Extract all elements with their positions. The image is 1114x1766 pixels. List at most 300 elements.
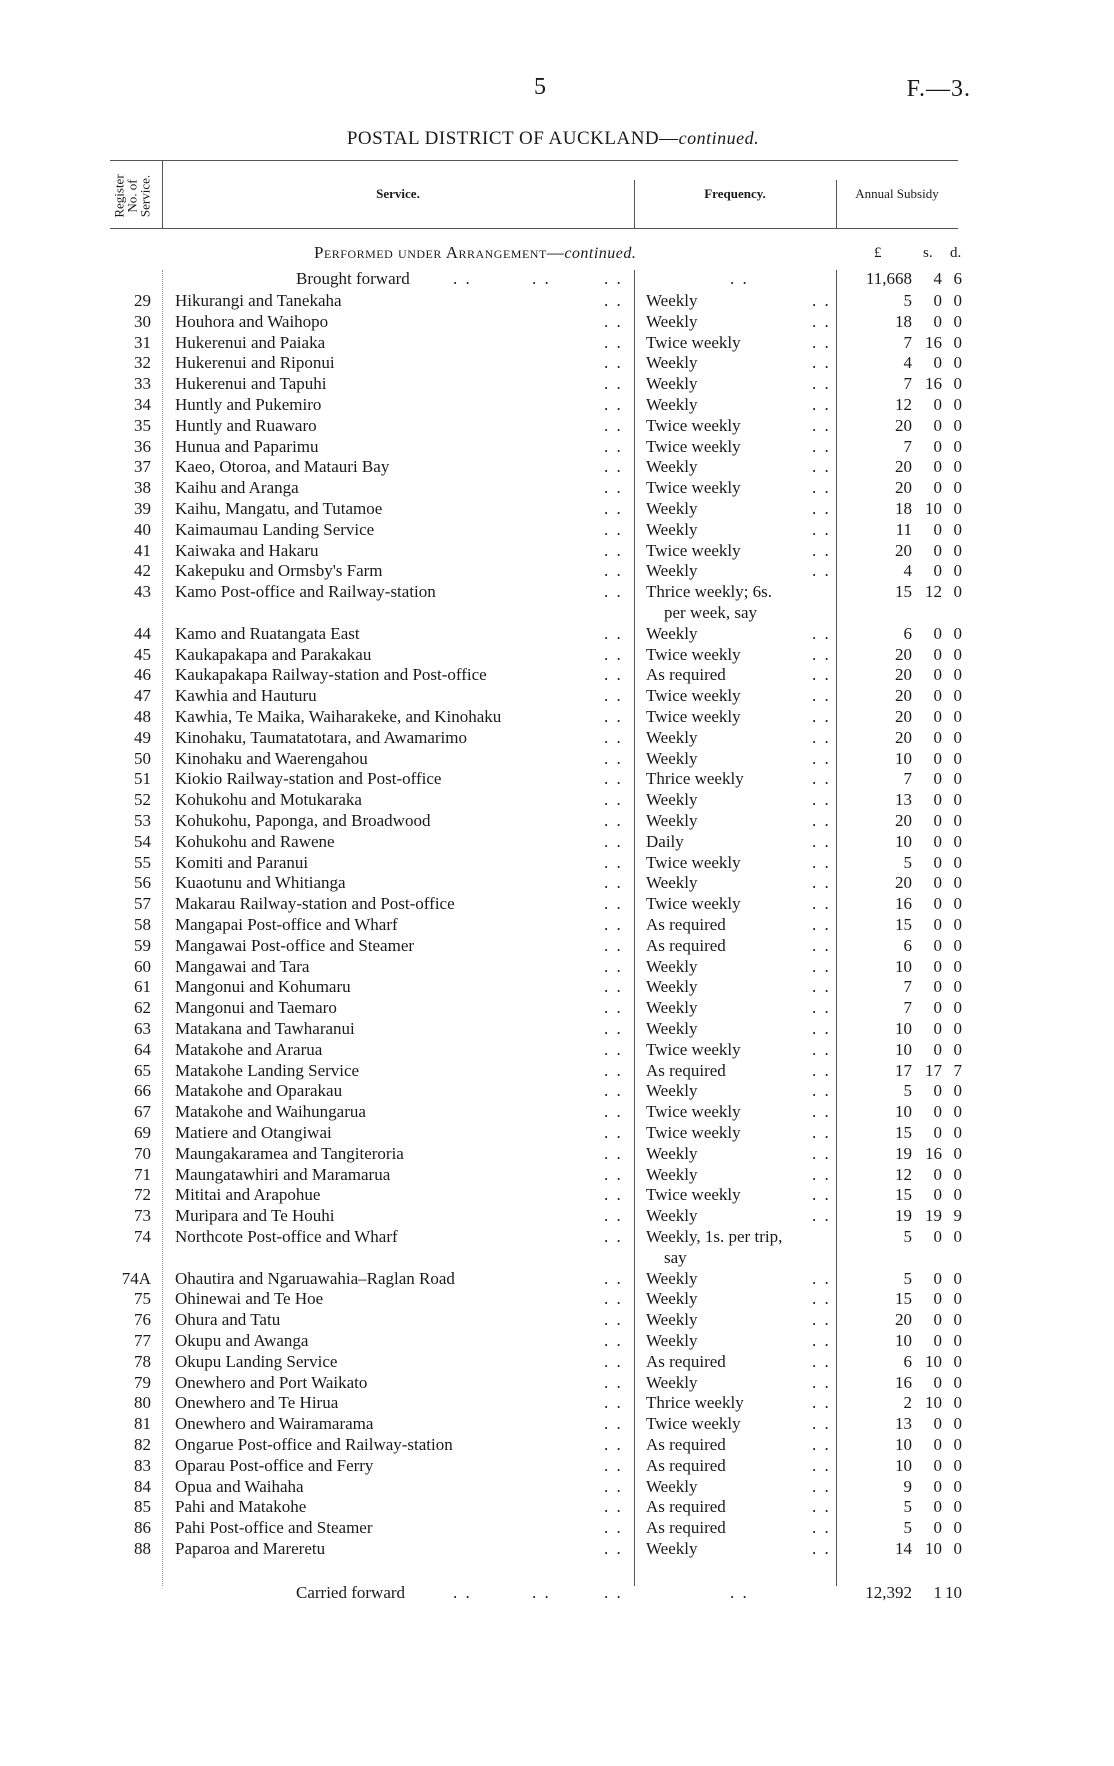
leader-dots: . . [812, 541, 831, 560]
row-frequency: Weekly [646, 1289, 698, 1308]
leader-dots: . . [812, 374, 831, 393]
leader-dots: . . [604, 624, 623, 643]
row-service: Kaihu, Mangatu, and Tutamoe [175, 499, 383, 518]
row-frequency: Weekly [646, 374, 698, 393]
row-pence: 0 [953, 499, 962, 518]
row-number: 83 [134, 1456, 151, 1475]
row-frequency: Weekly [646, 728, 698, 747]
row-service: Hukerenui and Riponui [175, 353, 335, 372]
row-shillings: 19 [925, 1206, 942, 1225]
row-pence: 0 [953, 457, 962, 476]
leader-dots: . . [604, 977, 623, 996]
table-row [0, 1143, 1114, 1164]
row-shillings: 0 [933, 1019, 942, 1038]
leader-dots: . . [812, 1310, 831, 1329]
row-service: Pahi and Matakohe [175, 1497, 307, 1516]
leader-dots: . . [604, 790, 623, 809]
row-service: Mangawai and Tara [175, 957, 310, 976]
row-number: 74A [121, 1269, 151, 1288]
row-service: Mangonui and Taemaro [175, 998, 337, 1017]
row-frequency: Thrice weekly [646, 769, 744, 788]
row-pounds: 20 [895, 1310, 912, 1329]
leader-dots: . . [812, 1393, 831, 1412]
row-pence: 0 [953, 1269, 962, 1288]
row-shillings: 10 [925, 499, 942, 518]
row-pounds: 20 [895, 416, 912, 435]
leader-dots: . . [812, 645, 831, 664]
row-shillings: 0 [933, 645, 942, 664]
row-pounds: 9 [903, 1477, 912, 1496]
row-pence: 0 [953, 1352, 962, 1371]
row-pence: 0 [953, 707, 962, 726]
row-shillings: 10 [925, 1539, 942, 1558]
row-service: Okupu and Awanga [175, 1331, 309, 1350]
row-pounds: 10 [895, 749, 912, 768]
table-row [0, 664, 1114, 685]
row-pence: 0 [953, 1435, 962, 1454]
row-frequency: Twice weekly [646, 437, 741, 456]
row-number: 29 [134, 291, 151, 310]
table-row [0, 498, 1114, 519]
carried-forward-shillings: 1 [933, 1583, 942, 1602]
table-row [0, 789, 1114, 810]
table-row [0, 623, 1114, 644]
table-row [0, 727, 1114, 748]
row-frequency: Weekly [646, 1165, 698, 1184]
leader-dots: . . [812, 1123, 831, 1142]
row-pence: 0 [953, 1310, 962, 1329]
row-pence: 0 [953, 541, 962, 560]
row-service: Houhora and Waihopo [175, 312, 329, 331]
row-shillings: 0 [933, 936, 942, 955]
leader-dots: . . [604, 1456, 623, 1475]
row-number: 37 [134, 457, 151, 476]
row-service: Makarau Railway-station and Post-office [175, 894, 455, 913]
row-service: Hunua and Paparimu [175, 437, 319, 456]
row-service: Onewhero and Te Hirua [175, 1393, 339, 1412]
row-service: Ohinewai and Te Hoe [175, 1289, 324, 1308]
row-service: Opua and Waihaha [175, 1477, 304, 1496]
row-number: 77 [134, 1331, 151, 1350]
row-frequency: As required [646, 1352, 726, 1371]
row-frequency: As required [646, 1497, 726, 1516]
table-row [0, 1101, 1114, 1122]
leader-dots: . . [604, 478, 623, 497]
row-pounds: 20 [895, 665, 912, 684]
row-pounds: 15 [895, 915, 912, 934]
row-pence: 0 [953, 936, 962, 955]
row-number: 60 [134, 957, 151, 976]
leader-dots: . . [604, 1477, 623, 1496]
row-pounds: 17 [895, 1061, 912, 1080]
row-pence: 0 [953, 1289, 962, 1308]
row-pence: 0 [953, 1040, 962, 1059]
table-row [0, 1538, 1114, 1559]
leader-dots: . . [604, 894, 623, 913]
row-service: Kiokio Railway-station and Post-office [175, 769, 442, 788]
page-title [0, 128, 1106, 150]
leader-dots: . . [812, 1144, 831, 1163]
row-pence: 0 [953, 416, 962, 435]
row-shillings: 16 [925, 374, 942, 393]
leader-dots: . . [604, 645, 623, 664]
row-shillings: 17 [925, 1061, 942, 1080]
row-frequency: Weekly [646, 1310, 698, 1329]
row-pounds: 6 [903, 1352, 912, 1371]
row-pence: 0 [953, 769, 962, 788]
row-service: Matakohe Landing Service [175, 1061, 360, 1080]
row-service: Kamo Post-office and Railway-station [175, 582, 436, 601]
table-row [0, 332, 1114, 353]
row-pounds: 18 [895, 312, 912, 331]
leader-dots: . . [812, 853, 831, 872]
table-row [0, 768, 1114, 789]
row-service: Kuaotunu and Whitianga [175, 873, 346, 892]
row-pounds: 5 [903, 1227, 912, 1246]
row-pounds: 5 [903, 1081, 912, 1100]
table-row [0, 706, 1114, 727]
row-frequency: Weekly [646, 624, 698, 643]
row-frequency: Weekly [646, 790, 698, 809]
table-row [0, 685, 1114, 706]
leader-dots: . . [604, 1414, 623, 1433]
leader-dots: . . [812, 395, 831, 414]
row-shillings: 0 [933, 457, 942, 476]
row-frequency: Weekly [646, 977, 698, 996]
leader-dots: . . [812, 915, 831, 934]
row-number: 72 [134, 1185, 151, 1204]
column-header-service: Service. [376, 186, 420, 201]
row-pence: 0 [953, 894, 962, 913]
row-number: 80 [134, 1393, 151, 1412]
table-row [0, 976, 1114, 997]
row-shillings: 0 [933, 478, 942, 497]
row-service: Mangapai Post-office and Wharf [175, 915, 398, 934]
row-number: 49 [134, 728, 151, 747]
leader-dots: . . [812, 686, 831, 705]
leader-dots: . . [812, 1040, 831, 1059]
row-service: Okupu Landing Service [175, 1352, 338, 1371]
row-shillings: 0 [933, 707, 942, 726]
row-pounds: 7 [903, 437, 912, 456]
row-frequency: Weekly [646, 957, 698, 976]
row-number: 42 [134, 561, 151, 580]
row-pence: 0 [953, 915, 962, 934]
row-frequency: Weekly [646, 1144, 698, 1163]
row-pounds: 6 [903, 624, 912, 643]
leader-dots: . . [812, 665, 831, 684]
row-number: 74 [134, 1227, 151, 1246]
table-row [0, 893, 1114, 914]
row-pounds: 12 [895, 1165, 912, 1184]
leader-dots: . . [812, 353, 831, 372]
table-row [0, 1184, 1114, 1205]
column-header-register: Register No. of Service. [111, 174, 153, 218]
row-pence: 0 [953, 333, 962, 352]
row-number: 48 [134, 707, 151, 726]
table-row [0, 810, 1114, 831]
row-number: 81 [134, 1414, 151, 1433]
leader-dots: . . [604, 728, 623, 747]
row-pence: 0 [953, 665, 962, 684]
leader-dots: . . [812, 957, 831, 976]
leader-dots: . . [604, 561, 623, 580]
row-pence: 0 [953, 1165, 962, 1184]
leader-dots: . . [812, 769, 831, 788]
row-number: 38 [134, 478, 151, 497]
row-shillings: 0 [933, 1102, 942, 1121]
leader-dots: . . [812, 561, 831, 580]
leader-dots: . . [604, 1393, 623, 1412]
row-pence: 0 [953, 1144, 962, 1163]
row-shillings: 0 [933, 1497, 942, 1516]
row-service: Komiti and Paranui [175, 853, 309, 872]
row-pounds: 20 [895, 541, 912, 560]
brought-forward-shillings: 4 [933, 269, 942, 288]
row-service: Maungakaramea and Tangiteroria [175, 1144, 404, 1163]
row-pence: 0 [953, 1185, 962, 1204]
row-service: Onewhero and Wairamarama [175, 1414, 374, 1433]
row-frequency: Twice weekly [646, 645, 741, 664]
row-service: Kaiwaka and Hakaru [175, 541, 319, 560]
leader-dots: . . [812, 499, 831, 518]
row-pounds: 20 [895, 686, 912, 705]
row-pounds: 6 [903, 936, 912, 955]
row-service: Ohautira and Ngaruawahia–Raglan Road [175, 1269, 455, 1288]
row-service: Kaimaumau Landing Service [175, 520, 375, 539]
row-pounds: 4 [903, 353, 912, 372]
row-number: 66 [134, 1081, 151, 1100]
leader-dots: . . [604, 1269, 623, 1288]
row-shillings: 0 [933, 853, 942, 872]
leader-dots: . . [604, 1040, 623, 1059]
header-bottom-rule [110, 228, 958, 229]
column-header-frequency: Frequency. [704, 186, 766, 201]
leader-dots: . . [812, 1497, 831, 1516]
table-row [0, 436, 1114, 457]
row-number: 69 [134, 1123, 151, 1142]
row-pounds: 20 [895, 811, 912, 830]
row-frequency-continued: per week, say [664, 603, 757, 622]
leader-dots: . . [812, 936, 831, 955]
row-pence: 0 [953, 977, 962, 996]
row-service: Oparau Post-office and Ferry [175, 1456, 374, 1475]
row-frequency: Twice weekly [646, 1185, 741, 1204]
row-shillings: 0 [933, 873, 942, 892]
leader-dots: . . [604, 374, 623, 393]
leader-dots: . . [812, 437, 831, 456]
row-number: 73 [134, 1206, 151, 1225]
leader-dots: . . [812, 873, 831, 892]
row-shillings: 0 [933, 1269, 942, 1288]
row-frequency: Twice weekly [646, 1102, 741, 1121]
leader-dots: . . [604, 582, 623, 601]
row-shillings: 0 [933, 1289, 942, 1308]
table-row [0, 1039, 1114, 1060]
row-pounds: 10 [895, 1102, 912, 1121]
row-number: 33 [134, 374, 151, 393]
leader-dots: . . [604, 686, 623, 705]
row-service: Onewhero and Port Waikato [175, 1373, 368, 1392]
leader-dots: . . [604, 853, 623, 872]
row-shillings: 0 [933, 291, 942, 310]
row-frequency: Weekly [646, 457, 698, 476]
row-pence: 0 [953, 728, 962, 747]
row-frequency: As required [646, 915, 726, 934]
row-pounds: 18 [895, 499, 912, 518]
row-number: 53 [134, 811, 151, 830]
row-shillings: 12 [925, 582, 942, 601]
row-pounds: 15 [895, 1123, 912, 1142]
row-pounds: 7 [903, 769, 912, 788]
row-pounds: 16 [895, 1373, 912, 1392]
row-pence: 0 [953, 1123, 962, 1142]
row-shillings: 0 [933, 437, 942, 456]
row-service: Mititai and Arapohue [175, 1185, 321, 1204]
row-pounds: 10 [895, 832, 912, 851]
row-frequency: Twice weekly [646, 707, 741, 726]
leader-dots: . . [604, 1144, 623, 1163]
row-pence: 0 [953, 686, 962, 705]
row-pounds: 13 [895, 1414, 912, 1433]
row-frequency: As required [646, 1456, 726, 1475]
row-service: Huntly and Pukemiro [175, 395, 322, 414]
leader-dots: . . [812, 1061, 831, 1080]
leader-dots: . . [604, 1227, 623, 1246]
row-number: 84 [134, 1477, 151, 1496]
row-frequency: Weekly [646, 520, 698, 539]
table-row [0, 644, 1114, 665]
row-service: Matakohe and Waihungarua [175, 1102, 366, 1121]
leader-dots: . . [604, 457, 623, 476]
row-number: 46 [134, 665, 151, 684]
row-frequency: Weekly [646, 998, 698, 1017]
row-pounds: 7 [903, 998, 912, 1017]
leader-dots: . . [604, 1352, 623, 1371]
row-frequency: Twice weekly [646, 541, 741, 560]
row-shillings: 0 [933, 1435, 942, 1454]
row-pounds: 20 [895, 645, 912, 664]
leader-dots: . . [604, 957, 623, 976]
row-pounds: 7 [903, 977, 912, 996]
row-service: Kamo and Ruatangata East [175, 624, 360, 643]
row-shillings: 0 [933, 1185, 942, 1204]
row-pence: 0 [953, 1456, 962, 1475]
row-pounds: 7 [903, 333, 912, 352]
leader-dots: . . [604, 1331, 623, 1350]
table-row [0, 290, 1114, 311]
table-row [0, 373, 1114, 394]
leader-dots: . . [604, 873, 623, 892]
row-shillings: 0 [933, 1123, 942, 1142]
table-row [0, 581, 1114, 622]
row-number: 47 [134, 686, 151, 705]
leader-dots: . . [604, 1019, 623, 1038]
leader-dots: . . [812, 894, 831, 913]
row-shillings: 0 [933, 749, 942, 768]
page-number: 5 [534, 74, 546, 100]
document-code: F.—3. [906, 76, 971, 102]
leader-dots: . . [812, 977, 831, 996]
row-pounds: 5 [903, 1269, 912, 1288]
table-row [0, 1476, 1114, 1497]
row-pence: 0 [953, 998, 962, 1017]
row-pounds: 10 [895, 1019, 912, 1038]
row-shillings: 0 [933, 977, 942, 996]
table-row [0, 1372, 1114, 1393]
row-pence: 0 [953, 374, 962, 393]
row-number: 82 [134, 1435, 151, 1454]
row-service: Kawhia and Hauturu [175, 686, 317, 705]
row-service: Hukerenui and Tapuhi [175, 374, 327, 393]
row-shillings: 0 [933, 769, 942, 788]
leader-dots: . . [812, 1102, 831, 1121]
leader-dots: . . [604, 1061, 623, 1080]
row-service: Hikurangi and Tanekaha [175, 291, 342, 310]
row-pence: 0 [953, 1227, 962, 1246]
row-shillings: 0 [933, 1310, 942, 1329]
row-service: Matakohe and Oparakau [175, 1081, 343, 1100]
row-frequency: As required [646, 1061, 726, 1080]
row-number: 59 [134, 936, 151, 955]
row-shillings: 0 [933, 395, 942, 414]
carried-forward-pounds: 12,392 [865, 1583, 912, 1602]
row-pounds: 10 [895, 1456, 912, 1475]
leader-dots: . . [604, 1165, 623, 1184]
row-shillings: 0 [933, 957, 942, 976]
carried-forward-pence: 10 [945, 1583, 962, 1602]
row-number: 54 [134, 832, 151, 851]
row-number: 79 [134, 1373, 151, 1392]
row-frequency: Weekly [646, 395, 698, 414]
table-row [0, 1268, 1114, 1289]
leader-dots: . . [812, 1019, 831, 1038]
row-shillings: 10 [925, 1393, 942, 1412]
row-number: 52 [134, 790, 151, 809]
row-shillings: 0 [933, 1227, 942, 1246]
row-pence: 0 [953, 624, 962, 643]
leader-dots: . . [604, 312, 623, 331]
table-row [0, 1080, 1114, 1101]
row-pounds: 2 [903, 1393, 912, 1412]
row-number: 55 [134, 853, 151, 872]
row-shillings: 0 [933, 541, 942, 560]
brought-forward-label: Brought forward [296, 269, 410, 288]
table-row [0, 394, 1114, 415]
row-pounds: 14 [895, 1539, 912, 1558]
row-number: 34 [134, 395, 151, 414]
table-row [0, 1060, 1114, 1081]
row-pounds: 10 [895, 1040, 912, 1059]
row-pounds: 11 [895, 520, 912, 539]
row-number: 61 [134, 977, 151, 996]
leader-dots: . . [812, 1539, 831, 1558]
currency-pounds: £ [874, 245, 882, 261]
row-pence: 0 [953, 1497, 962, 1516]
row-pence: 0 [953, 291, 962, 310]
row-pounds: 19 [895, 1144, 912, 1163]
title-continued: continued. [678, 128, 760, 148]
leader-dots: . . [604, 1289, 623, 1308]
row-shillings: 0 [933, 1081, 942, 1100]
row-pence: 9 [953, 1206, 962, 1225]
row-pence: 0 [953, 395, 962, 414]
table-row [0, 519, 1114, 540]
row-pence: 0 [953, 1373, 962, 1392]
row-shillings: 0 [933, 1456, 942, 1475]
table-row [0, 1517, 1114, 1538]
leader-dots: . . [604, 291, 623, 310]
